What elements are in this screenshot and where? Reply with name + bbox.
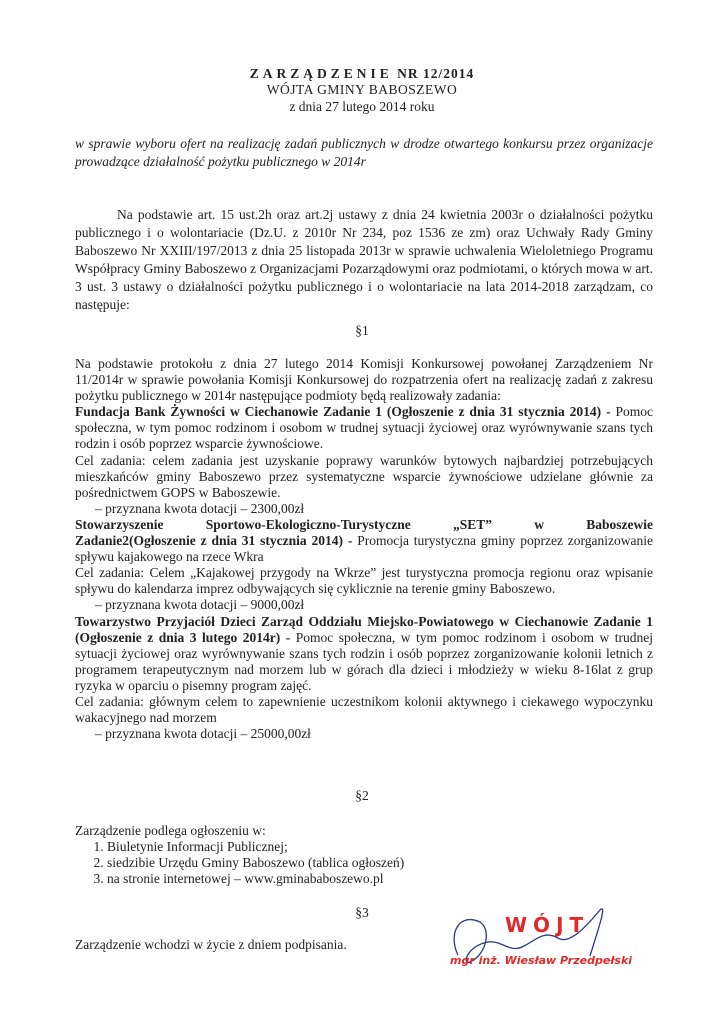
publication-list xyxy=(75,839,653,887)
org1-goal: Cel zadania: celem zadania jest uzyskanie poprawy warunków bytowych najbardziej potrzebujących mieszkańców gminy Baboszewo przez systematyczne wsparcie żywnościowe udzielane głównie za pośrednictwem GOPS w Baboszewie. xyxy=(75,452,653,500)
document-title xyxy=(0,66,724,82)
org2-grant: – przyznana kwota dotacji – 9000,00zł xyxy=(95,597,305,613)
org3-grant: – przyznana kwota dotacji – 25000,00zł xyxy=(95,726,311,742)
org1-name: Fundacja Bank Żywności w Ciechanowie Zadanie 1 (Ogłoszenie z dnia 31 stycznia 2014) - xyxy=(75,404,611,420)
section-1-heading: §1 xyxy=(355,323,369,338)
org2-name-word: „SET” xyxy=(452,516,492,532)
section-1-lead: Na podstawie protokołu z dnia 27 lutego 2014 Komisji Konkursowej powołanej Zarządzeniem Nr 11/2014r w sprawie powołania Komisji Konkursowej do rozpatrzenia ofert na realizację zadań z zakresu pożytku publicznego w 2014r następujące podmioty będą realizowały zadania: xyxy=(75,356,653,404)
legal-basis-paragraph: Na podstawie art. 15 ust.2h oraz art.2j ustawy z dnia 24 kwietnia 2003r o działalności pożytku publicznego i o wolontariacie (Dz.U. z 2010r Nr 234, poz 1536 ze zm) oraz Uchwały Rady Gminy Baboszewo Nr XXIII/197/2013 z dnia 25 listopada 2013r w sprawie uchwalenia Wieloletniego Programu Współpracy Gminy Baboszewo z Organizacjami Pozarządowymi oraz podmiotami, o których mowa w art. 3 ust. 3 ustawy o działalności pożytku publicznego i o wolontariacie na lata 2014-2018 zarządzam, co następuje: xyxy=(75,207,653,312)
list-item: 1. Biuletynie Informacji Publicznej; xyxy=(107,839,653,855)
list-item: 2. siedzibie Urzędu Gminy Baboszewo (tablica ogłoszeń) xyxy=(107,855,653,871)
document-date: z dnia 27 lutego 2014 roku xyxy=(289,99,435,114)
org1-task: Pomoc społeczna, w tym pomoc rodzinom i osobom w trudnej sytuacji życiowej oraz wyrównywanie szans tych rodzin i osób poprzez wsparcie żywnościowe. xyxy=(75,404,653,452)
org3-task: Pomoc społeczna, w tym pomoc rodzinom i osobom w trudnej sytuacji życiowej oraz wyrównywanie szans tych rodzin i osób poprzez zorganizowanie kolonii letnich z programem terapeutycznym nad morzem lub w górach dla dzieci i młodzieży w wieku 8-16lat z grup ryzyka w oparciu o pisemny program zajęć. xyxy=(75,629,653,693)
section-2-body xyxy=(75,823,653,887)
section-1-body xyxy=(75,356,653,742)
section-3-text: Zarządzenie wchodzi w życie z dniem podpisania. xyxy=(75,937,347,952)
org2-name-word: Stowarzyszenie xyxy=(75,516,164,532)
org2-task: Promocja turystyczna gminy poprzez zorganizowanie spływu kajakowego na rzece Wkra xyxy=(75,533,653,565)
title-prefix: ZARZĄDZENIE xyxy=(249,66,393,81)
document-subject: w sprawie wyboru ofert na realizację zadań publicznych w drodze otwartego konkursu przez organizacje prowadzące działalność pożytku publicznego w 2014r xyxy=(75,136,653,169)
org2-name-line xyxy=(75,517,653,533)
org3-block xyxy=(75,614,653,694)
org2-block xyxy=(75,533,653,565)
title-number: NR 12/2014 xyxy=(397,66,475,81)
stamp-title: WÓJT xyxy=(505,913,590,937)
org1-block xyxy=(75,404,653,452)
issuing-authority: WÓJTA GMINY BABOSZEWO xyxy=(266,82,458,97)
stamp-name: mgr inż. Wiesław Przedpełski xyxy=(450,954,633,967)
org2-goal: Cel zadania: Celem „Kajakowej przygody na Wkrze” jest turystyczna promocja regionu oraz wpisanie spływu do kalendarza imprez odbywających się cyklicznie na terenie gminy Baboszewo. xyxy=(75,565,653,597)
org3-name: Towarzystwo Przyjaciół Dzieci Zarząd Oddziału Miejsko-Powiatowego w Ciechanowie Zadanie 1 (Ogłoszenie z dnia 3 lutego 2014r) - xyxy=(75,613,653,645)
org3-goal: Cel zadania: głównym celem to zapewnienie uczestnikom kolonii aktywnego i ciekawego wypoczynku wakacyjnego nad morzem xyxy=(75,693,653,726)
list-item: 3. na stronie internetowej – www.gminababoszewo.pl xyxy=(107,871,653,887)
org2-name-word: Baboszewie xyxy=(586,516,653,532)
section-2-heading: §2 xyxy=(355,788,369,803)
org2-name-word: w xyxy=(534,516,544,532)
section-2-lead: Zarządzenie podlega ogłoszeniu w: xyxy=(75,823,266,838)
org1-grant: – przyznana kwota dotacji – 2300,00zł xyxy=(95,500,305,516)
section-3-heading: §3 xyxy=(355,905,369,920)
signature-stamp xyxy=(440,900,660,980)
org2-name-word: Sportowo-Ekologiczno-Turystyczne xyxy=(205,516,411,532)
org2-name-cont: Zadanie2(Ogłoszenie z dnia 31 stycznia 2014) - xyxy=(75,533,353,549)
